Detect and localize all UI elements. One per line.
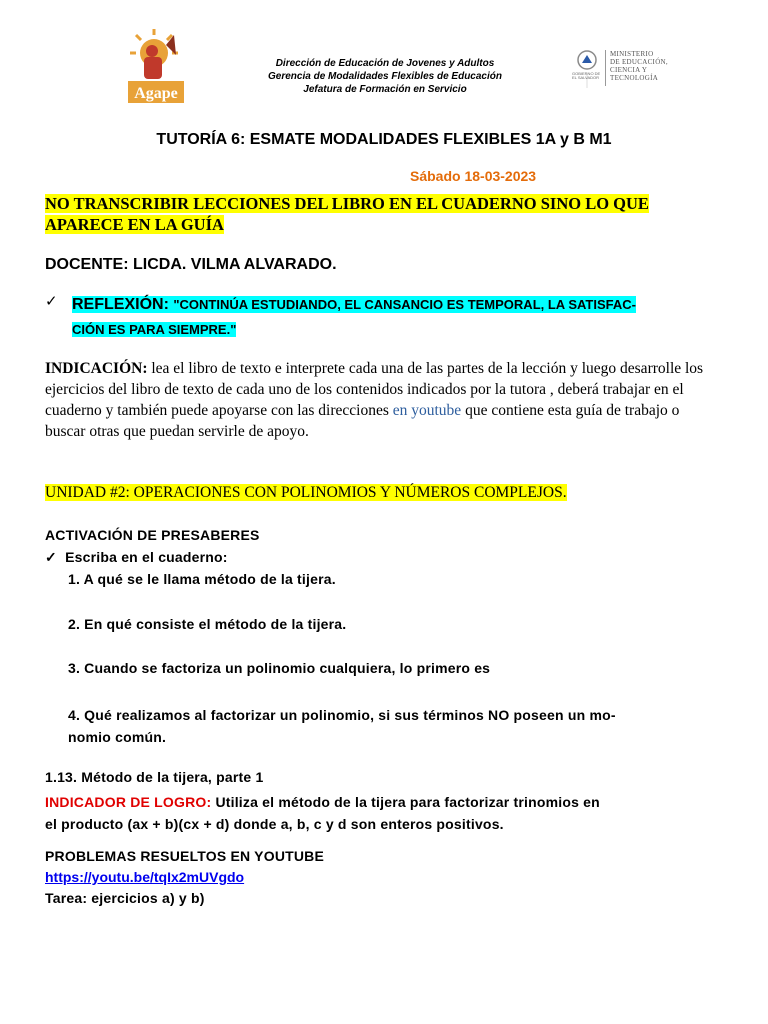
instructions-text-1: lea el libro de texto e interprete cada una de las partes de la lección y luego desarrolle los ejercicios del libro de texto de cada uno de los contenidos indicados por la tutora , deberá trabajar en el cuaderno y también puede apoyarse con las direcciones	[45, 360, 704, 419]
header-line-1: Dirección de Educación de Jovenes y Adultos	[275, 58, 495, 69]
lesson-title-text: 1.13. Método de la tijera, parte 1	[45, 769, 264, 785]
agape-logo-text: Agape	[134, 85, 178, 102]
homework: Tarea: ejercicios a) y b)	[45, 890, 205, 906]
seal-caption: GOBIERNO DE EL SALVADOR	[572, 71, 601, 80]
youtube-link-text[interactable]: en youtube	[392, 402, 462, 419]
ministry-line-2: DE EDUCACIÓN,	[610, 58, 668, 66]
checkmark-icon: ✓	[45, 549, 57, 565]
instructions-label: INDICACIÓN:	[45, 360, 148, 377]
activation-heading: ACTIVACIÓN DE PRESABERES	[45, 527, 260, 543]
achievement-indicator	[45, 791, 735, 835]
problems-heading: PROBLEMAS RESUELTOS EN YOUTUBE	[45, 848, 325, 864]
question-2: 2. En qué consiste el método de la tijera.	[68, 616, 347, 632]
question-3: 3. Cuando se factoriza un polinomio cualquiera, lo primero es	[68, 660, 491, 676]
institution-header	[250, 57, 520, 96]
reflection-label: REFLEXIÓN:	[72, 296, 174, 313]
header-line-3: Jefatura de Formación en Servicio	[303, 84, 467, 95]
indicator-text-1: Utiliza el método de la tijera para factorizar trinomios en	[211, 794, 600, 810]
teacher-name: DOCENTE: LICDA. VILMA ALVARADO.	[45, 256, 337, 273]
indicator-label: INDICADOR DE LOGRO:	[45, 794, 212, 810]
warning-line-2: APARECE EN LA GUÍA	[45, 215, 224, 234]
reflection-quote-line-1: "CONTINÚA ESTUDIANDO, EL CANSANCIO ES TEMPORAL, LA SATISFAC-	[173, 297, 636, 312]
reflection-highlight	[72, 296, 636, 313]
youtube-url-link[interactable]: https://youtu.be/tqIx2mUVgdo	[45, 869, 245, 885]
question-1: 1. A qué se le llama método de la tijera.	[68, 571, 336, 587]
warning-line-1: NO TRANSCRIBIR LECCIONES DEL LIBRO EN EL CUADERNO SINO LO QUE	[45, 194, 649, 213]
ministry-line-1: MINISTERIO	[610, 50, 654, 58]
question-4	[68, 704, 728, 748]
warning-notice	[45, 193, 725, 235]
agape-logo	[124, 25, 188, 107]
ministry-line-4: TECNOLOGÍA	[610, 74, 659, 82]
document-title: TUTORÍA 6: ESMATE MODALIDADES FLEXIBLES 1A y B M1	[156, 131, 612, 148]
instruction-text: Escriba en el cuaderno:	[65, 549, 228, 565]
session-date: Sábado 18-03-2023	[410, 168, 537, 184]
activation-instruction	[45, 549, 228, 566]
unit-heading	[45, 484, 567, 502]
ministry-logo	[572, 48, 682, 90]
unit-heading-text: UNIDAD #2: OPERACIONES CON POLINOMIOS Y NÚMEROS COMPLEJOS.	[45, 484, 567, 501]
youtube-url-row	[45, 869, 244, 887]
ministry-line-3: CIENCIA Y	[610, 66, 648, 74]
question-4-line-1: 4. Qué realizamos al factorizar un polinomio, si sus términos NO poseen un mo-	[68, 707, 616, 723]
checkmark-icon: ✓	[45, 293, 58, 310]
reflection-quote-line-2: CIÓN ES PARA SIEMPRE."	[72, 322, 237, 337]
indicator-text-2: el producto (ax + b)(cx + d) donde a, b, c y d son enteros positivos.	[45, 816, 504, 832]
instructions-text-2: que contiene esta guía de trabajo o buscar otras que puedan servirle de apoyo.	[45, 402, 680, 440]
lesson-title	[45, 769, 263, 785]
ministry-text	[610, 50, 668, 82]
header-line-2: Gerencia de Modalidades Flexibles de Educación	[268, 71, 502, 82]
question-4-line-2: nomio común.	[68, 729, 167, 745]
instructions-paragraph	[45, 358, 715, 442]
